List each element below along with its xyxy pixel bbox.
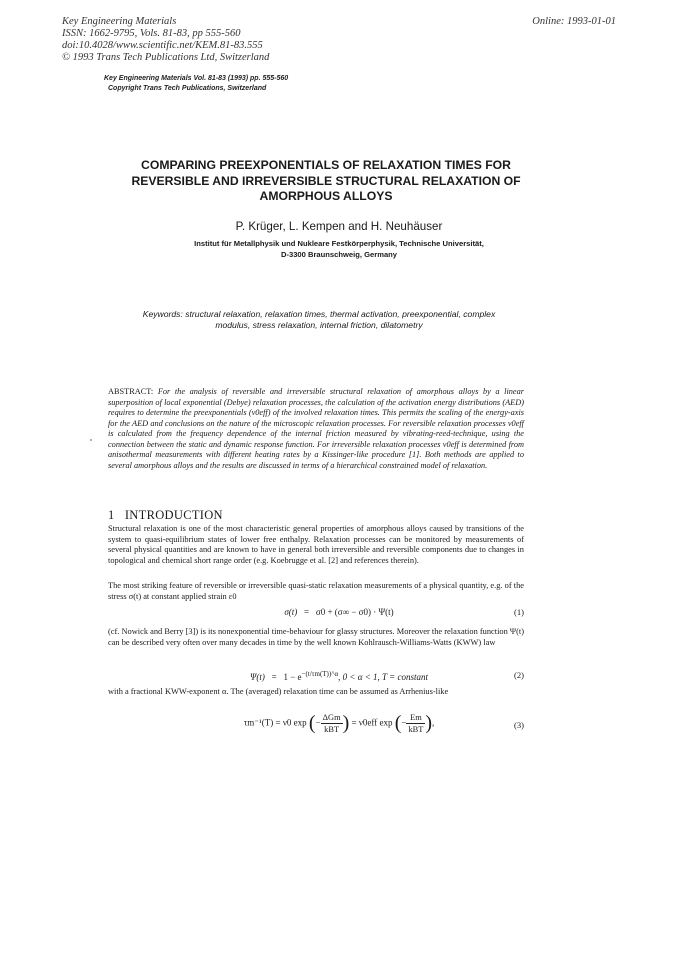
- scan-header-line1: Key Engineering Materials Vol. 81-83 (1993) pp. 555-560: [104, 75, 289, 82]
- affiliation-line2: D-3300 Braunschweig, Germany: [280, 250, 398, 259]
- eq1-equals: =: [304, 607, 310, 617]
- doi-line[interactable]: doi:10.4028/www.scientific.net/KEM.81-83.555: [62, 40, 263, 51]
- keywords-line1: Keywords: structural relaxation, relaxation times, thermal activation, preexponential, complex: [142, 309, 496, 319]
- eq3-mid: = ν0eff exp: [351, 717, 393, 728]
- eq2-equals: =: [271, 672, 277, 682]
- eq3-fraction-2: [406, 712, 425, 735]
- section-number: 1: [108, 508, 115, 522]
- abstract-body: For the analysis of reversible and irreversible structural relaxation of amorphous alloys by a linear superposition of local exponential (Debye) relaxation processes, the calculation of the activation energy distributions (AED) requires to determine the preexponentials (ν0eff) of the involved relaxation times. This permits the scaling of the energy-axis for the AED and conclusions on the nature of the microscopic relaxation processes. For reversible relaxation processes ν0eff is calculated from the frequency dependence of the internal friction measured by vibrating-reed-technique, using the connection between the static and dynamic response function. For irreversible relaxation processes ν0eff is determined from anisothermal measurements with different heating rates by a Kissinger-like procedure [1]. Both methods are applied to several amorphous alloys and the results are discussed in terms of a hierarchical constrained model of relaxation.: [108, 387, 524, 470]
- copyright-line: © 1993 Trans Tech Publications Ltd, Switzerland: [62, 52, 270, 63]
- intro-paragraph-2: The most striking feature of reversible or irreversible quasi-static relaxation measurements of a physical quantity, e.g. of the stress σ(t) at constant applied strain ε0: [108, 581, 524, 601]
- eq2-lhs: Ψ(t): [250, 672, 265, 682]
- eq3-paren-open-1: (: [308, 712, 316, 734]
- online-date: Online: 1993-01-01: [532, 16, 616, 27]
- eq3-f2-numerator: Em: [406, 712, 425, 724]
- eq3-lhs: τm⁻¹(T) = ν0 exp: [243, 717, 307, 728]
- section-heading: [108, 508, 223, 523]
- keywords-line2: modulus, stress relaxation, internal friction, dilatometry: [215, 320, 423, 330]
- eq3-f2-denominator: kBT: [408, 725, 424, 734]
- intro-paragraph-1: Structural relaxation is one of the most characteristic general properties of amorphous alloys caused by transitions of the system to quasi-equilibrium states of lower free enthalpy. Relaxation processes can be monitored by measurements of several physical quantities and are known to have in general both irreversible and reversible components due to changes in topological and chemical short range order (e.g. Koebrugge et al. [2] and references therein).: [108, 524, 524, 565]
- eq3-f1-denominator: kBT: [324, 725, 340, 734]
- issn-line: ISSN: 1662-9795, Vols. 81-83, pp 555-560: [62, 28, 241, 39]
- eq3-paren-close-2: ): [425, 712, 433, 734]
- eq2-rhs: 1 − e: [283, 672, 302, 682]
- eq2-number: (2): [513, 670, 524, 680]
- eq3-paren-close-1: ): [342, 712, 350, 734]
- equation-2: [0, 670, 678, 682]
- scan-header-line2: Copyright Trans Tech Publications, Switzerland: [108, 85, 267, 92]
- affiliation-line1: Institut für Metallphysik und Nukleare Festkörperphysik, Technische Universität,: [194, 239, 484, 248]
- eq3-f1-numerator: ΔGm: [322, 713, 341, 722]
- eq3-paren-open-2: (: [394, 712, 402, 734]
- scan-speck: [90, 439, 92, 441]
- intro-paragraph-4: with a fractional KWW-exponent α. The (averaged) relaxation time can be assumed as Arrhenius-like: [108, 687, 449, 696]
- abstract-lead: ABSTRACT:: [108, 387, 154, 396]
- eq2-exponent: −(t/τm(T))^α: [301, 670, 339, 678]
- eq1-rhs: σ0 + (σ∞ − σ0) · Ψ(t): [315, 607, 394, 617]
- authors: P. Krüger, L. Kempen and H. Neuhäuser: [235, 220, 443, 233]
- section-title: INTRODUCTION: [124, 508, 223, 522]
- eq1-lhs: σ(t): [284, 607, 298, 617]
- journal-name: Key Engineering Materials: [62, 16, 177, 27]
- eq1-number: (1): [513, 607, 524, 617]
- abstract: [108, 387, 524, 471]
- eq3-number: (3): [513, 720, 524, 730]
- equation-3: τm⁻¹(T) = ν0 exp (− $\frac{\text{ΔGm}}{\text{kBT}}$ ) = ν0eff exp (− $\frac{Em}{\text{kBT}}$ ),: [243, 712, 435, 734]
- eq2-condition: , 0 < α < 1, T = constant: [338, 672, 428, 682]
- equation-1: [0, 607, 678, 617]
- eq3-fraction-1: [321, 712, 343, 735]
- intro-paragraph-3: (cf. Nowick and Berry [3]) is its nonexponential time-behaviour for glassy structures. Moreover the relaxation function Ψ(t) can be described very often over many decades in time by the well known Kohlrausch-Williams-Watts (KWW) law: [108, 627, 524, 647]
- paper-title: COMPARING PREEXPONENTIALS OF RELAXATION TIMES FOR REVERSIBLE AND IRREVERSIBLE STRUCTURAL RELAXATION OF AMORPHOUS ALLOYS: [131, 158, 521, 203]
